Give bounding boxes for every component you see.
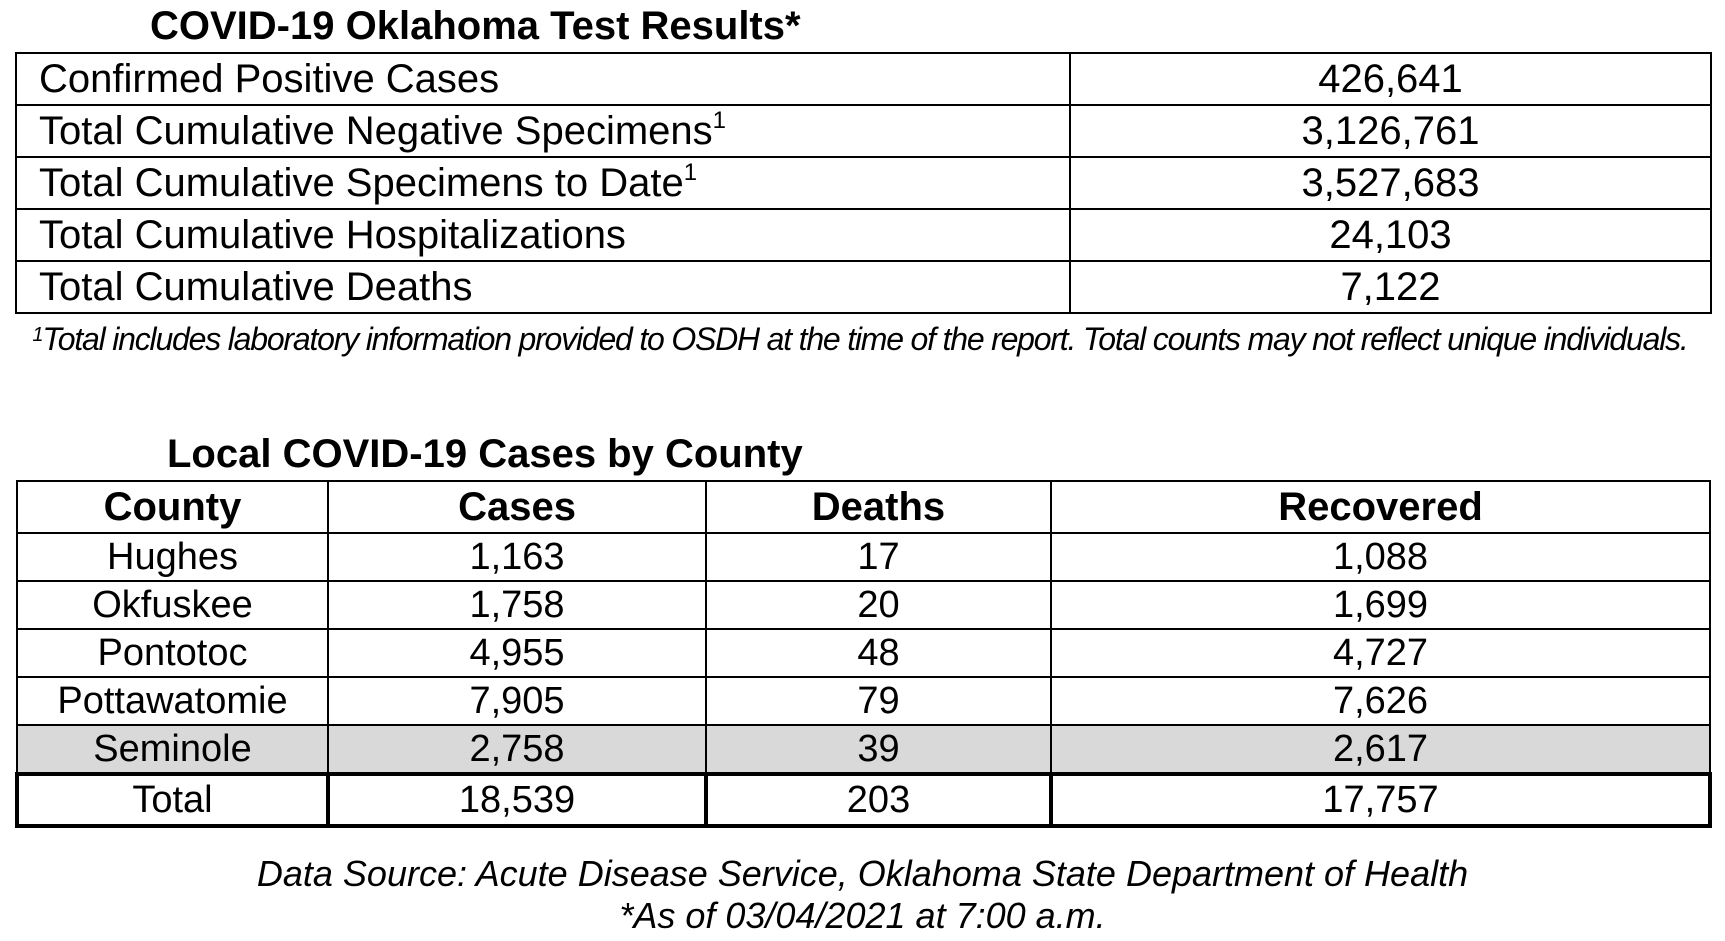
county-cell: Seminole (17, 725, 328, 774)
recovered-cell: 1,699 (1051, 581, 1710, 629)
row-value: 3,527,683 (1070, 157, 1711, 209)
table-header-row (17, 481, 1710, 533)
footnote-marker: 1 (712, 107, 727, 134)
row-label: Total Cumulative Specimens to Date$^1$ (16, 157, 1070, 209)
county-cell: Pottawatomie (17, 677, 328, 725)
deaths-cell: 17 (706, 533, 1051, 581)
county-cases-title: Local COVID-19 Cases by County (167, 432, 803, 476)
column-header-deaths: Deaths (706, 481, 1051, 533)
county-cases-table (15, 480, 1712, 828)
table-row (16, 53, 1711, 105)
recovered-cell: 1,088 (1051, 533, 1710, 581)
row-value: 426,641 (1070, 53, 1711, 105)
deaths-cell: 39 (706, 725, 1051, 774)
table-row-highlighted (17, 725, 1710, 774)
recovered-cell: 4,727 (1051, 629, 1710, 677)
deaths-cell: 48 (706, 629, 1051, 677)
cases-cell: 1,758 (328, 581, 706, 629)
recovered-cell: 7,626 (1051, 677, 1710, 725)
row-label: Total Cumulative Hospitalizations (16, 209, 1070, 261)
cases-cell: 4,955 (328, 629, 706, 677)
row-label: Total Cumulative Negative Specimens$^1$ (16, 105, 1070, 157)
total-recovered: 17,757 (1051, 774, 1710, 826)
test-results-table (15, 52, 1712, 314)
table-row (17, 677, 1710, 725)
row-value: 7,122 (1070, 261, 1711, 313)
county-cell: Hughes (17, 533, 328, 581)
cases-cell: 1,163 (328, 533, 706, 581)
column-header-cases: Cases (328, 481, 706, 533)
table-row (16, 261, 1711, 313)
table-row (17, 629, 1710, 677)
total-label: Total (17, 774, 328, 826)
total-cases: 18,539 (328, 774, 706, 826)
recovered-cell: 2,617 (1051, 725, 1710, 774)
column-header-recovered: Recovered (1051, 481, 1710, 533)
row-label: Confirmed Positive Cases (16, 53, 1070, 105)
row-value: 3,126,761 (1070, 105, 1711, 157)
data-source-note: Data Source: Acute Disease Service, Oklahoma State Department of Health (256, 853, 1469, 894)
total-deaths: 203 (706, 774, 1051, 826)
footnote-marker: 1 (683, 159, 698, 186)
footnote-text: Total includes laboratory information provided to OSDH at the time of the report. Total counts may not reflect unique individuals. (42, 321, 1688, 357)
column-header-county: County (17, 481, 328, 533)
county-cell: Pontotoc (17, 629, 328, 677)
as-of-date-note: *As of 03/04/2021 at 7:00 a.m. (619, 895, 1106, 936)
footnote-marker: 1 (32, 324, 43, 346)
footnote (30, 318, 1690, 361)
row-value: 24,103 (1070, 209, 1711, 261)
table-row (16, 105, 1711, 157)
table-row (16, 157, 1711, 209)
deaths-cell: 79 (706, 677, 1051, 725)
table-row (17, 533, 1710, 581)
cases-cell: 2,758 (328, 725, 706, 774)
cases-cell: 7,905 (328, 677, 706, 725)
table-row (17, 581, 1710, 629)
deaths-cell: 20 (706, 581, 1051, 629)
table-row (16, 209, 1711, 261)
total-row (17, 774, 1710, 826)
test-results-title: COVID-19 Oklahoma Test Results* (150, 4, 801, 48)
county-cell: Okfuskee (17, 581, 328, 629)
row-label: Total Cumulative Deaths (16, 261, 1070, 313)
